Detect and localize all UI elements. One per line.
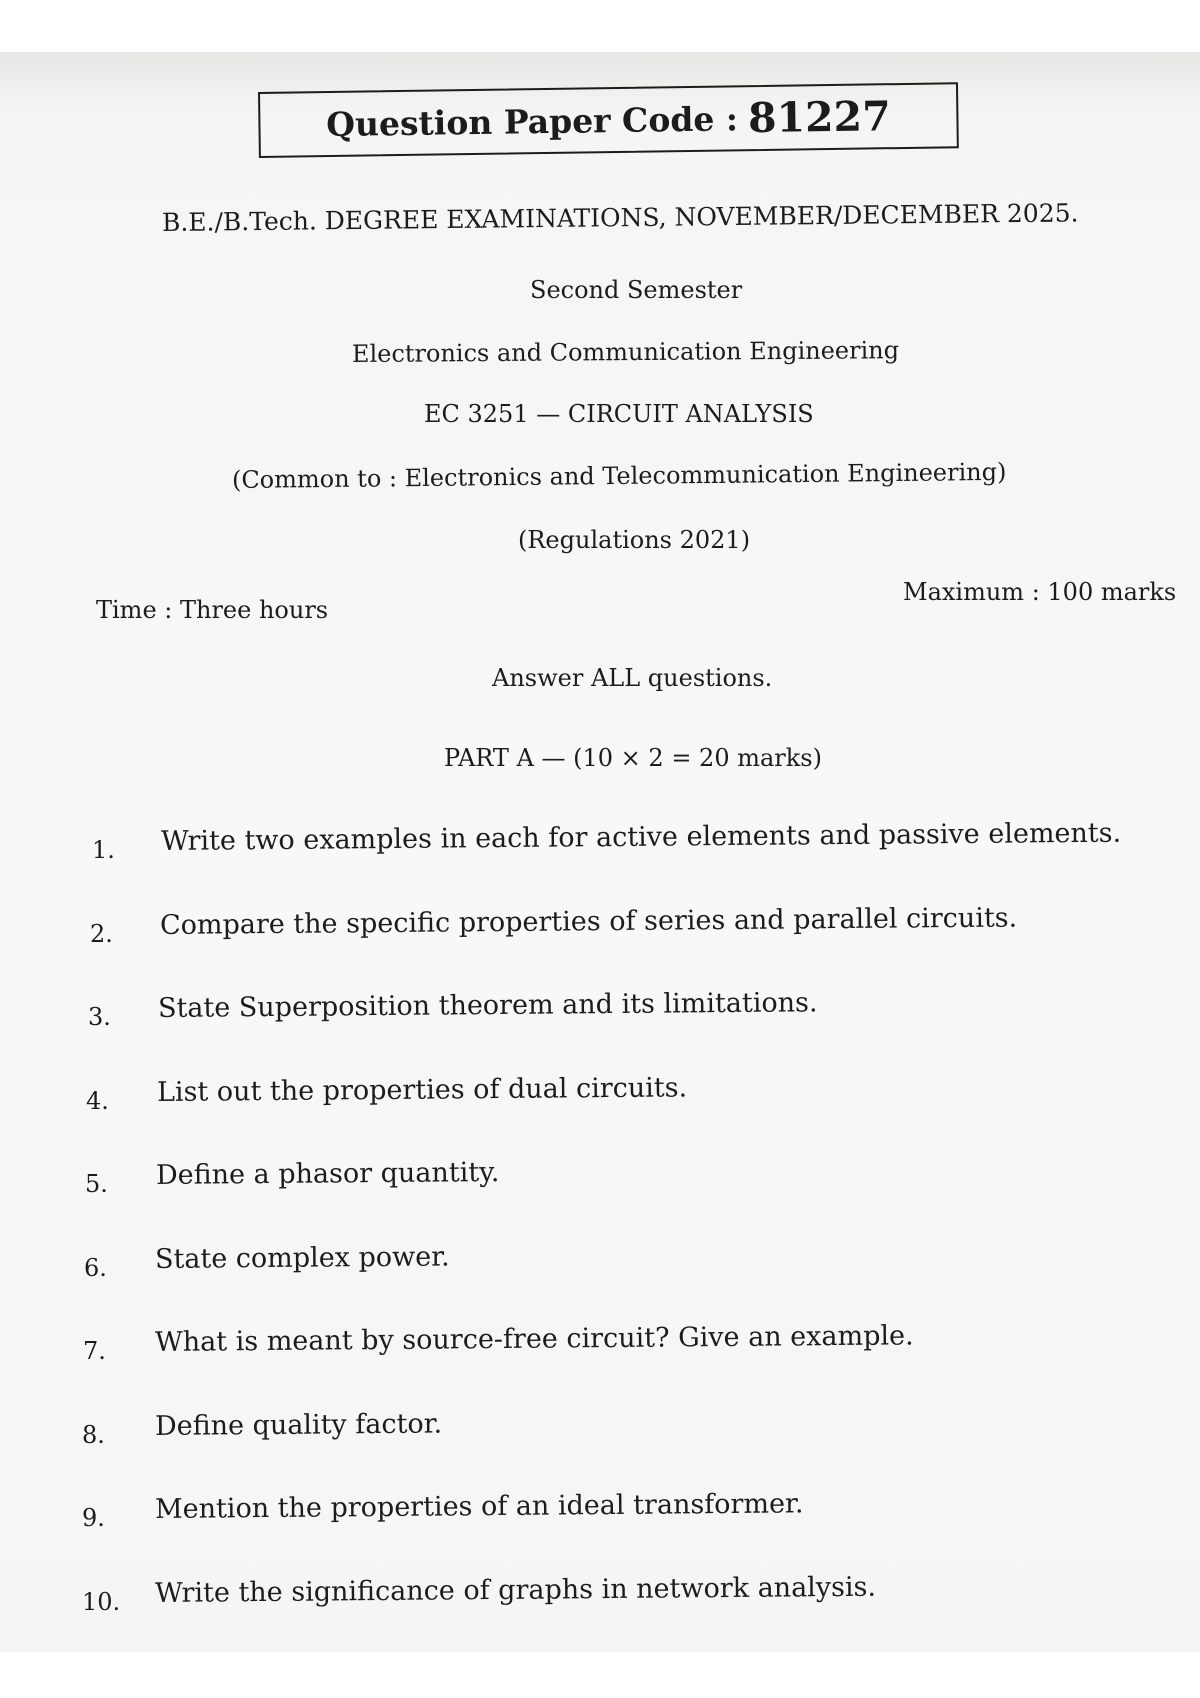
course-title: EC 3251 — CIRCUIT ANALYSIS bbox=[424, 400, 814, 428]
common-to: (Common to : Electronics and Telecommunication Engineering) bbox=[231, 457, 1007, 494]
question-number: 9. bbox=[82, 1504, 105, 1532]
question-text: Mention the properties of an ideal transformer. bbox=[154, 1488, 804, 1525]
question-number: 1. bbox=[92, 836, 115, 864]
question-number: 3. bbox=[88, 1003, 111, 1031]
time-allowed: Time : Three hours bbox=[96, 596, 329, 624]
code-number: 81227 bbox=[747, 92, 891, 143]
question-text: State Superposition theorem and its limitations. bbox=[157, 987, 818, 1024]
question-text: State complex power. bbox=[154, 1241, 450, 1275]
scan-top-margin bbox=[0, 0, 1200, 52]
question-number: 5. bbox=[85, 1170, 108, 1198]
question-number: 6. bbox=[84, 1254, 107, 1282]
code-label: Question Paper Code : bbox=[325, 98, 739, 144]
question-number: 2. bbox=[90, 920, 113, 948]
scan-bottom-margin bbox=[0, 1652, 1200, 1698]
question-text: Define a phasor quantity. bbox=[155, 1157, 500, 1191]
maximum-marks: Maximum : 100 marks bbox=[903, 578, 1177, 606]
question-paper-code-box bbox=[258, 82, 959, 158]
question-text: Write two examples in each for active elements and passive elements. bbox=[160, 817, 1122, 857]
question-number: 10. bbox=[82, 1588, 121, 1616]
question-text: List out the properties of dual circuits. bbox=[156, 1072, 688, 1108]
exam-title: B.E./B.Tech. DEGREE EXAMINATIONS, NOVEMBER/DECEMBER 2025. bbox=[161, 198, 1079, 237]
semester: Second Semester bbox=[530, 276, 743, 304]
department: Electronics and Communication Engineering bbox=[351, 336, 900, 368]
question-number: 8. bbox=[82, 1421, 105, 1449]
part-a-title: PART A — (10 × 2 = 20 marks) bbox=[444, 744, 822, 772]
question-text: Compare the specific properties of series and parallel circuits. bbox=[159, 902, 1018, 941]
regulations: (Regulations 2021) bbox=[518, 526, 751, 554]
question-text: Define quality factor. bbox=[154, 1408, 443, 1442]
instructions: Answer ALL questions. bbox=[492, 664, 773, 692]
question-text: Write the significance of graphs in network analysis. bbox=[154, 1571, 877, 1609]
question-number: 7. bbox=[83, 1337, 106, 1365]
question-number: 4. bbox=[86, 1087, 109, 1115]
question-text: What is meant by source-free circuit? Give an example. bbox=[154, 1320, 914, 1358]
